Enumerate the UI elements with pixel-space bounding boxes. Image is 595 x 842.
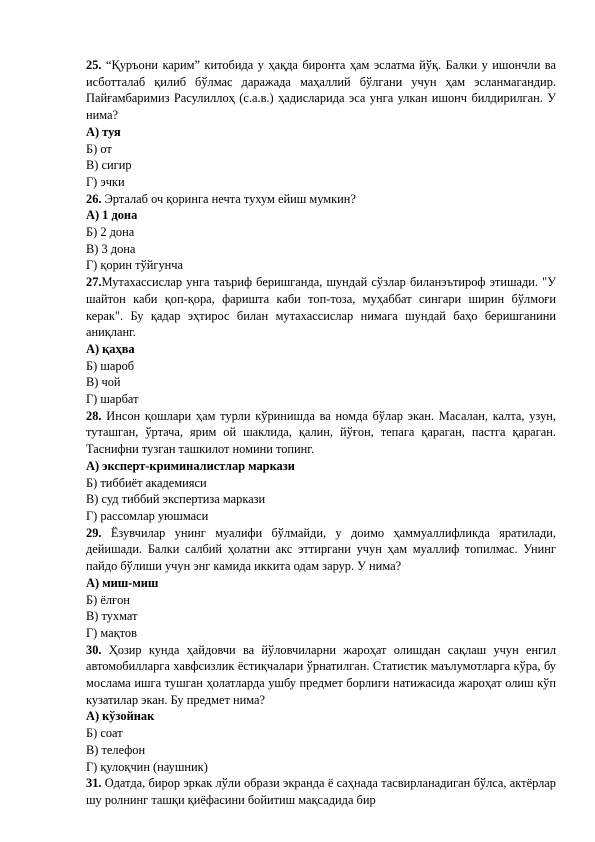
answer-option: Б) тиббиёт академияси (86, 475, 207, 490)
answer-option: Г) шарбат (86, 392, 139, 407)
question-29 (86, 525, 556, 575)
question-27 (86, 274, 556, 341)
answer-option: В) сигир (86, 158, 132, 173)
answer-option-correct: А) эксперт-криминалистлар маркази (86, 458, 295, 473)
question-number: 26. (86, 191, 102, 206)
question-text: Ҳозир кунда ҳайдовчи ва йўловчиларни жароҳат олишдан сақлаш учун енгил автомобилларга хавфсизлик ёстиқчалари ўрнатилган. Статистик маълумотларга кўра, бу мослама ишга тушган ҳолатларда ушбу предмет борлиги натижасида жароҳат олиш кўп кузатилар экан. Бу предмет нима? (86, 642, 556, 707)
question-number: 28. (86, 408, 102, 423)
question-text: Мутахассислар унга таъриф беришганда, шундай сўзлар биланэътироф этишади. "У шайтон каби қоп-қора, фаришта каби топ-тоза, муҳаббат сингари ширин бўлмоғи керак". Бу қадар эҳтирос билан мутахассислар нимага шундай баҳо беришганини аниқланг. (86, 275, 556, 340)
answer-option: Б) соат (86, 726, 123, 741)
document-page (86, 57, 556, 809)
question-number: 31. (86, 776, 102, 791)
question-text: “Қуръони карим” китобида у ҳақда биронта ҳам эслатма йўқ. Балки у ишончли ва исботталаб қилиб бўлмас даражада маҳаллий бўлгани учун ҳам эсланмагандир. Пайғамбаримиз Расулиллоҳ (с.а.в.) ҳадисларида эса унга улкан ишонч билдирилган. У нима? (86, 58, 556, 123)
question-number: 27. (86, 275, 102, 290)
answer-option-correct: А) 1 дона (86, 208, 138, 223)
question-text: Ёзувчилар унинг муалифи бўлмайди, у доимо ҳаммуаллифликда яратилади, дейишади. Балки салбий ҳолатни акс эттиргани учун ҳам муаллиф топилмас. Унинг пайдо бўлиши учун энг камида иккита одам зарур. У нима? (86, 525, 556, 574)
question-28 (86, 408, 556, 458)
answer-option: В) суд тиббий экспертиза маркази (86, 492, 266, 507)
question-number: 30. (86, 642, 102, 657)
answer-option: Г) қорин тўйгунча (86, 258, 184, 273)
question-26 (86, 191, 556, 208)
answer-option-correct: А) қаҳва (86, 341, 135, 356)
question-30 (86, 642, 556, 709)
question-text: Одатда, бирор эркак лўли образи экранда ё саҳнада тасвирланадиган бўлса, актёрлар шу ролнинг ташқи қиёфасини бойитиш мақсадида бир (86, 776, 556, 807)
answer-option: Г) мақтов (86, 625, 137, 640)
answer-option: В) 3 дона (86, 241, 136, 256)
question-text: Инсон қошлари ҳам турли кўринишда ва номда бўлар экан. Масалан, калта, узун, туташган, ўртача, ярим ой шаклида, қалин, йўғон, тепага қараган, пастга қараган. Таснифни тузган ташкилот номини топинг. (86, 408, 556, 457)
answer-option: В) чой (86, 375, 121, 390)
answer-option-correct: А) кўзойнак (86, 709, 155, 724)
answer-option: Б) шароб (86, 358, 135, 373)
answer-option: Г) эчки (86, 174, 125, 189)
answer-option-correct: А) туя (86, 124, 121, 139)
answer-option: В) тухмат (86, 609, 138, 624)
question-number: 29. (86, 525, 102, 540)
question-31 (86, 775, 556, 808)
answer-option: Г) рассомлар уюшмаси (86, 508, 209, 523)
question-text: Эрталаб оч қоринга нечта тухум ейиш мумкин? (101, 191, 356, 206)
answer-option: Г) қулоқчин (наушник) (86, 759, 208, 774)
question-number: 25. (86, 58, 102, 72)
answer-option-correct: А) миш-миш (86, 575, 159, 590)
answer-option: Б) от (86, 141, 112, 156)
answer-option: Б) 2 дона (86, 225, 135, 240)
question-25 (86, 57, 556, 124)
answer-option: Б) ёлғон (86, 592, 130, 607)
answer-option: В) телефон (86, 742, 146, 757)
